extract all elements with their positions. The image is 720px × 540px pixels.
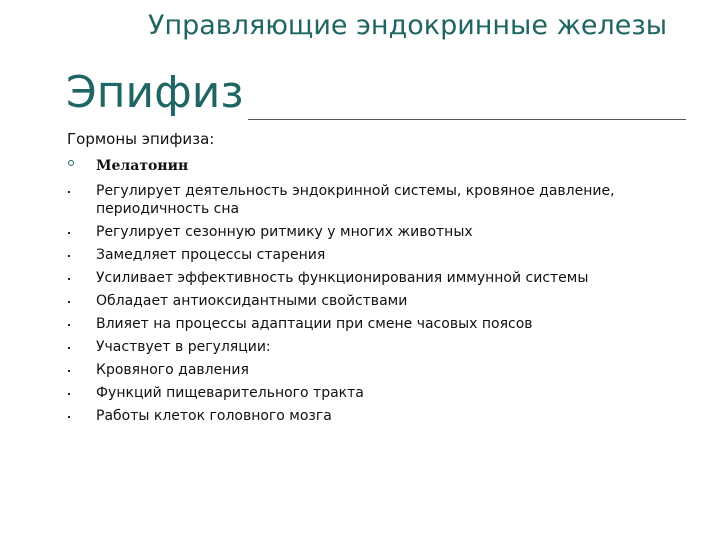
list-item-text: Мелатонин (96, 158, 189, 174)
list-item-text: Регулирует деятельность эндокринной системы, кровяное давление, периодичность сна (96, 183, 615, 217)
slide-main-title: Эпифиз (66, 67, 244, 118)
hormones-intro: Гормоны эпифиза: (67, 130, 215, 148)
list-item (66, 315, 666, 333)
hormone-list (66, 157, 666, 430)
list-item-text: Кровяного давления (96, 362, 249, 378)
list-item-text: Влияет на процессы адаптации при смене часовых поясов (96, 316, 533, 332)
list-item (66, 182, 666, 218)
list-item (66, 269, 666, 287)
list-item-melatonin (66, 157, 666, 175)
list-item (66, 292, 666, 310)
slide-subject-title: Управляющие эндокринные железы (148, 10, 668, 41)
list-item-text: Обладает антиоксидантными свойствами (96, 293, 408, 309)
list-item (66, 407, 666, 425)
list-item (66, 384, 666, 402)
list-item (66, 246, 666, 264)
list-item-text: Регулирует сезонную ритмику у многих животных (96, 224, 473, 240)
list-item (66, 361, 666, 379)
title-divider (248, 119, 686, 120)
list-item-text: Усиливает эффективность функционирования иммунной системы (96, 270, 589, 286)
list-item-text: Участвует в регуляции: (96, 339, 271, 355)
list-item-text: Работы клеток головного мозга (96, 408, 332, 424)
list-item-text: Функций пищеварительного тракта (96, 385, 364, 401)
list-item (66, 338, 666, 356)
list-item-text: Замедляет процессы старения (96, 247, 326, 263)
list-item (66, 223, 666, 241)
